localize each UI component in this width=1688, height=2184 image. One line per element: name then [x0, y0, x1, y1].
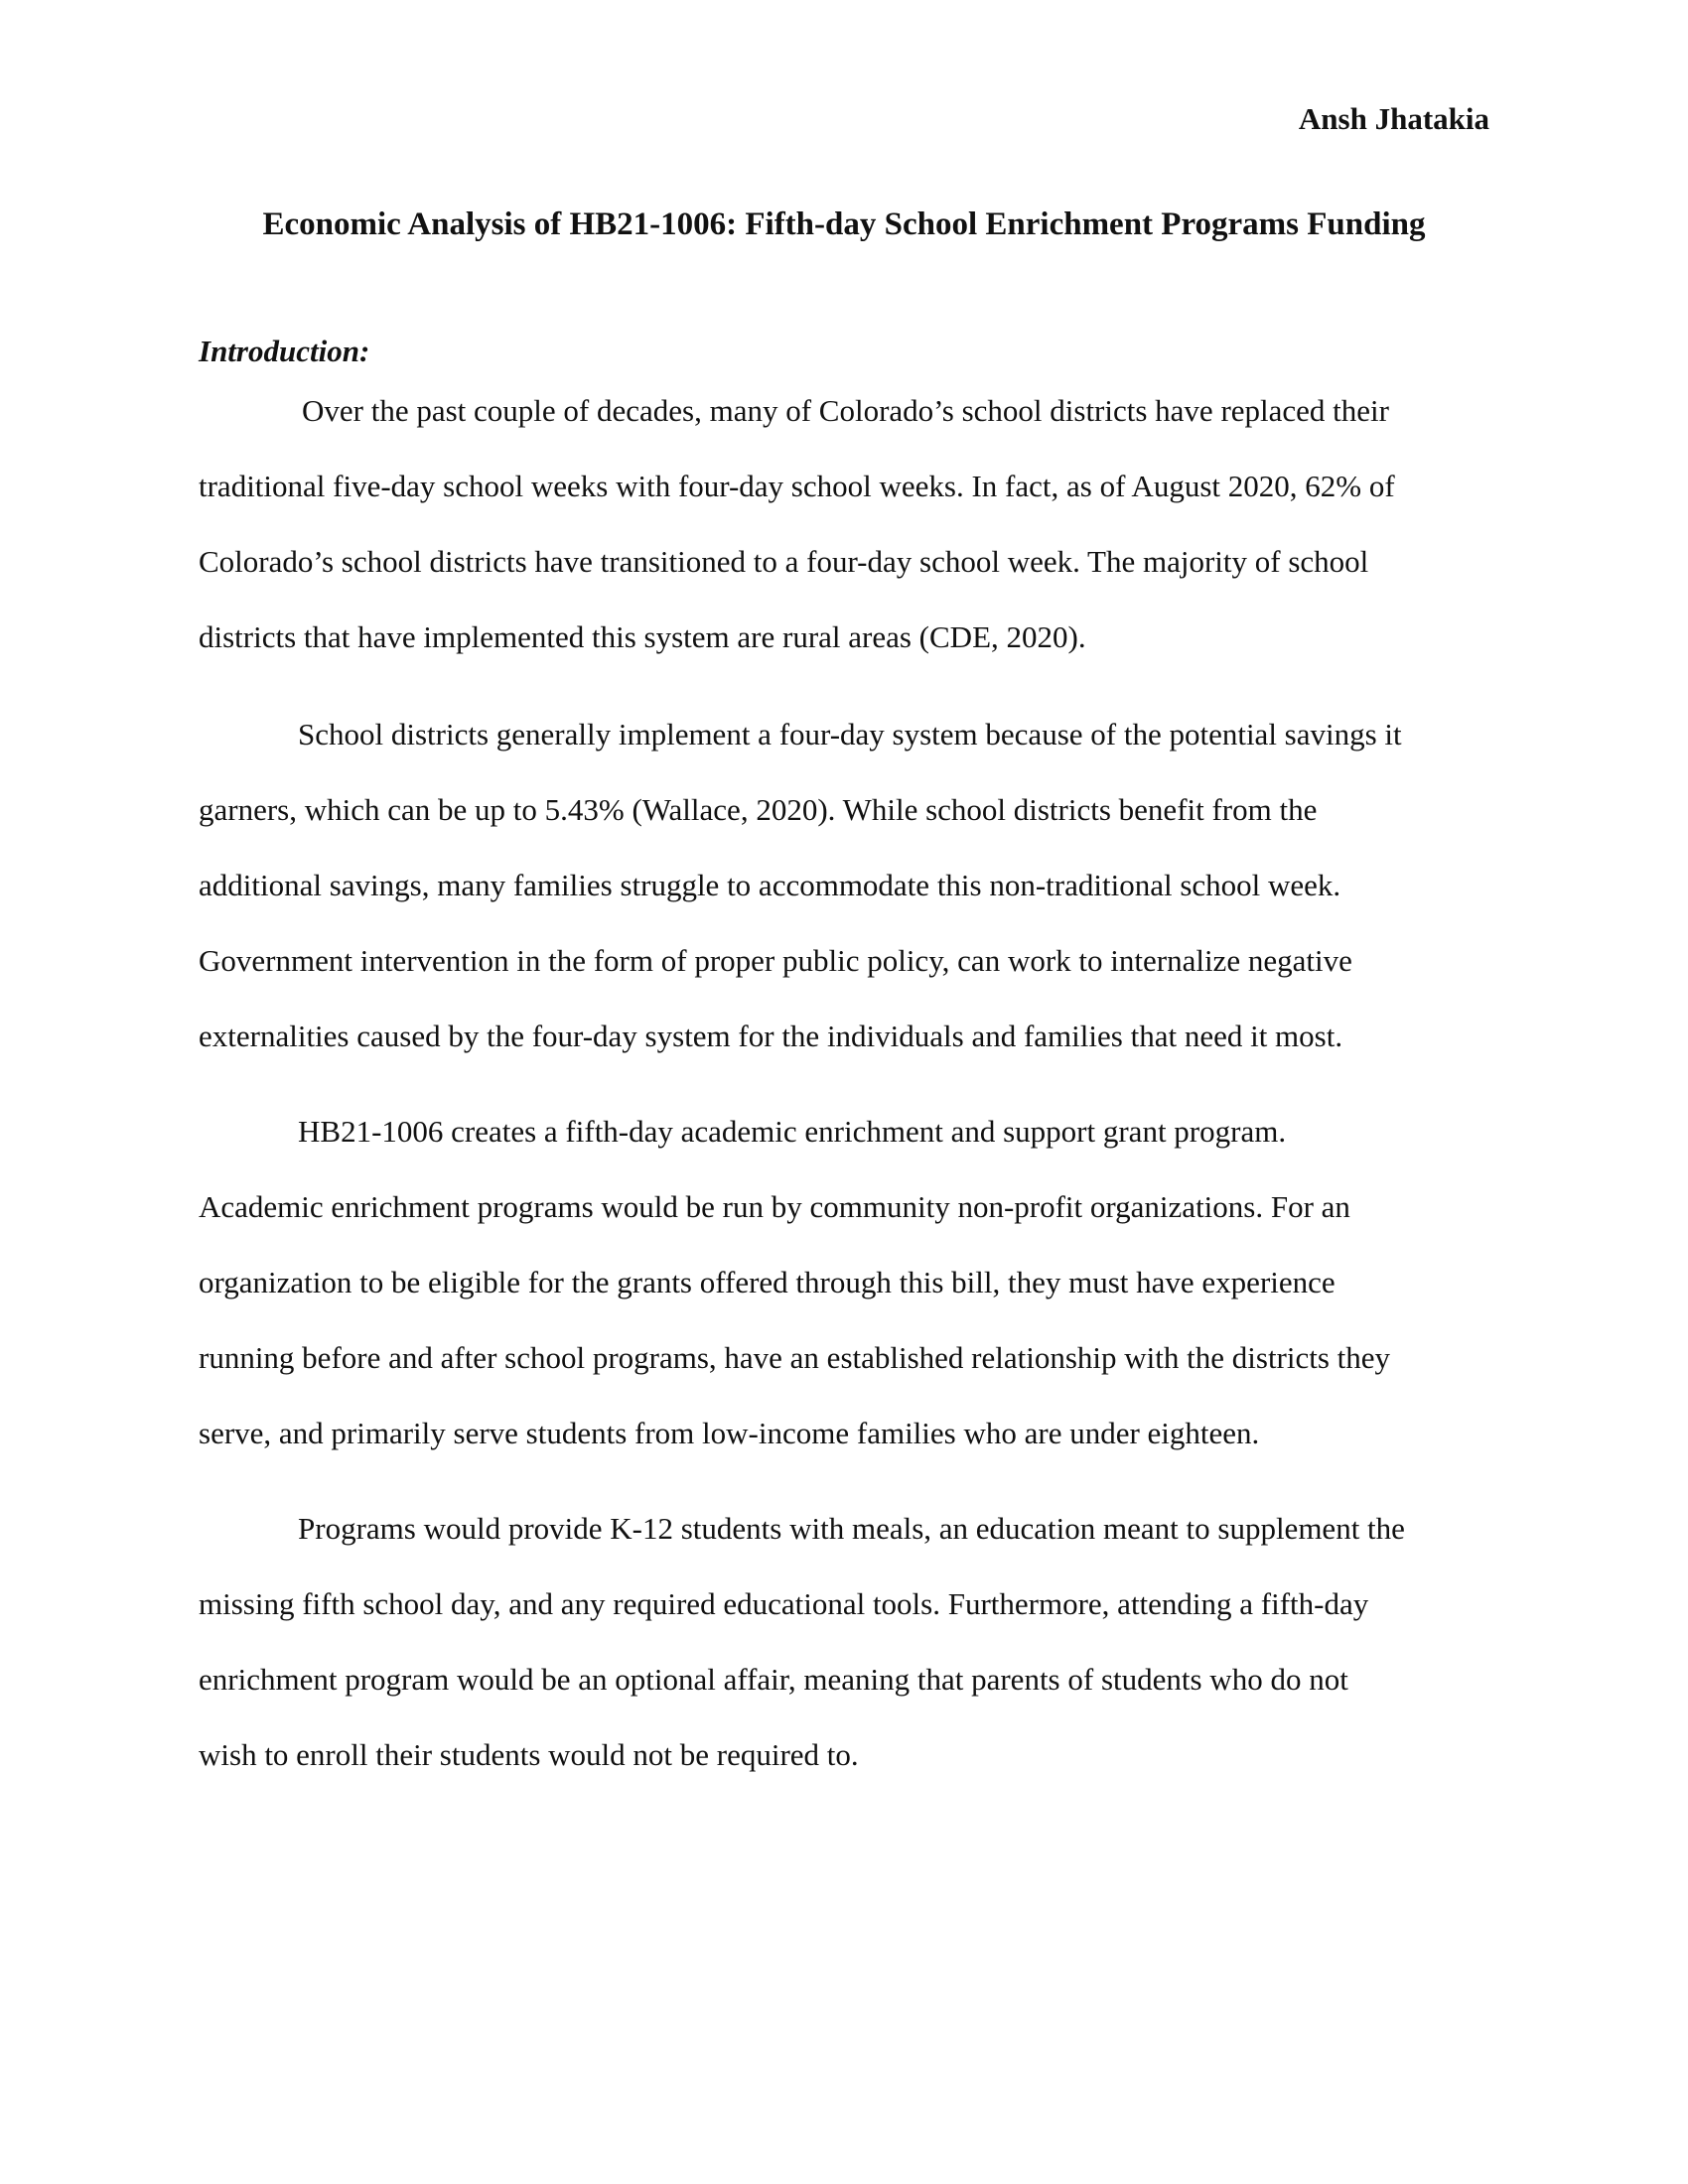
- paragraph-line: organization to be eligible for the grants offered through this bill, they must have experience: [199, 1265, 1336, 1299]
- paragraph-line: HB21-1006 creates a fifth-day academic enrichment and support grant program.: [298, 1114, 1287, 1149]
- paragraph-line: School districts generally implement a four-day system because of the potential savings it: [298, 717, 1402, 751]
- paragraph-4: [199, 1491, 1489, 1793]
- paragraph-line: missing fifth school day, and any required educational tools. Furthermore, attending a fifth-day: [199, 1586, 1369, 1621]
- paragraph-line: running before and after school programs, have an established relationship with the districts they: [199, 1340, 1391, 1375]
- paragraph-line: wish to enroll their students would not be required to.: [199, 1737, 859, 1772]
- paragraph-2: [199, 697, 1489, 1074]
- paragraph-line: Government intervention in the form of proper public policy, can work to internalize negative: [199, 943, 1352, 978]
- paragraph-line: Over the past couple of decades, many of Colorado’s school districts have replaced their: [302, 393, 1389, 428]
- paragraph-line: garners, which can be up to 5.43% (Wallace, 2020). While school districts benefit from the: [199, 792, 1318, 827]
- paragraph-line: traditional five-day school weeks with four-day school weeks. In fact, as of August 2020, 62% of: [199, 469, 1395, 503]
- paragraph-line: additional savings, many families struggle to accommodate this non-traditional school week.: [199, 868, 1341, 902]
- paragraph-line: externalities caused by the four-day system for the individuals and families that need it most.: [199, 1019, 1343, 1053]
- paragraph-line: Programs would provide K-12 students with meals, an education meant to supplement the: [298, 1511, 1405, 1546]
- paragraph-line: Colorado’s school districts have transitioned to a four-day school week. The majority of school: [199, 544, 1369, 579]
- paragraph-line: serve, and primarily serve students from low-income families who are under eighteen.: [199, 1416, 1260, 1450]
- section-heading: Introduction:: [199, 334, 370, 368]
- document-title: Economic Analysis of HB21-1006: Fifth-day School Enrichment Programs Funding: [262, 206, 1426, 242]
- paragraph-3: [199, 1094, 1489, 1471]
- paragraph-line: districts that have implemented this system are rural areas (CDE, 2020).: [199, 619, 1086, 654]
- paragraph-1: [199, 373, 1489, 675]
- author-name: Ansh Jhatakia: [1298, 101, 1489, 136]
- paragraph-line: Academic enrichment programs would be run by community non-profit organizations. For an: [199, 1189, 1350, 1224]
- paragraph-line: enrichment program would be an optional affair, meaning that parents of students who do not: [199, 1662, 1348, 1697]
